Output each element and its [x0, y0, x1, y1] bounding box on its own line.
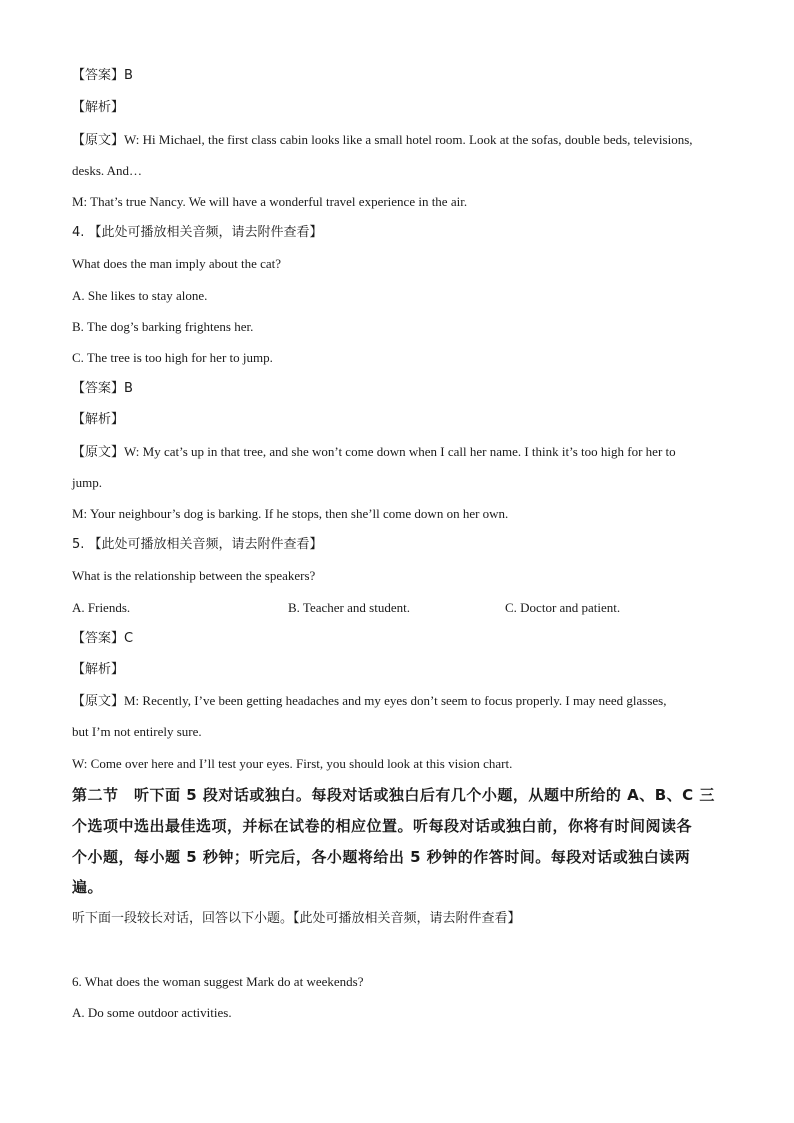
- question-text: What does the man imply about the cat?: [72, 256, 282, 271]
- question-text: What is the relationship between the speakers?: [72, 568, 316, 583]
- transcript-line: W: Come over here and I’ll test your eyes. First, you should look at this vision chart.: [72, 756, 513, 771]
- transcript-line: M: Your neighbour’s dog is barking. If he stops, then she’ll come down on her own.: [72, 506, 509, 521]
- option-c: C. The tree is too high for her to jump.: [72, 350, 273, 365]
- transcript-line: jump.: [72, 475, 102, 490]
- question-text: 6. What does the woman suggest Mark do at weekends?: [72, 974, 364, 989]
- analysis-label: 【解析】: [72, 100, 125, 115]
- option-a: A. Do some outdoor activities.: [72, 1005, 232, 1020]
- section-instruction: 个选项中选出最佳选项，并标在试卷的相应位置。听每段对话或独白前，你将有时间阅读各: [72, 817, 693, 835]
- section-instruction: 第二节 听下面 5 段对话或独白。每段对话或独白后有几个小题，从题中所给的 A、B、C 三: [72, 786, 715, 804]
- answer-label: 【答案】B: [72, 68, 133, 83]
- transcript-line: 【原文】M: Recently, I’ve been getting headaches and my eyes don’t seem to focus properly. I may need glasses,: [72, 693, 667, 708]
- option-a: A. She likes to stay alone.: [72, 288, 208, 303]
- question-heading: 4. 【此处可播放相关音频，请去附件查看】: [72, 225, 323, 240]
- question-heading: 5. 【此处可播放相关音频，请去附件查看】: [72, 537, 323, 552]
- option-b: B. The dog’s barking frightens her.: [72, 319, 254, 334]
- transcript-line: 【原文】W: Hi Michael, the first class cabin looks like a small hotel room. Look at the sofas, double beds, televisions,: [72, 132, 693, 147]
- transcript-line: desks. And…: [72, 163, 143, 178]
- transcript-line: M: That’s true Nancy. We will have a wonderful travel experience in the air.: [72, 194, 468, 209]
- analysis-label: 【解析】: [72, 662, 125, 677]
- answer-label: 【答案】B: [72, 381, 133, 396]
- section-instruction: 遍。: [72, 878, 104, 896]
- transcript-line: but I’m not entirely sure.: [72, 724, 202, 739]
- listening-instruction: 听下面一段较长对话，回答以下小题。【此处可播放相关音频，请去附件查看】: [72, 911, 521, 926]
- option-c: C. Doctor and patient.: [505, 600, 621, 615]
- option-b: B. Teacher and student.: [288, 600, 410, 615]
- transcript-line: 【原文】W: My cat’s up in that tree, and she won’t come down when I call her name. I think it’s too high for her to: [72, 444, 676, 459]
- analysis-label: 【解析】: [72, 412, 125, 427]
- section-instruction: 个小题，每小题 5 秒钟；听完后，各小题将给出 5 秒钟的作答时间。每段对话或独白读两: [72, 848, 691, 866]
- option-a: A. Friends.: [72, 600, 131, 615]
- answer-label: 【答案】C: [72, 631, 134, 646]
